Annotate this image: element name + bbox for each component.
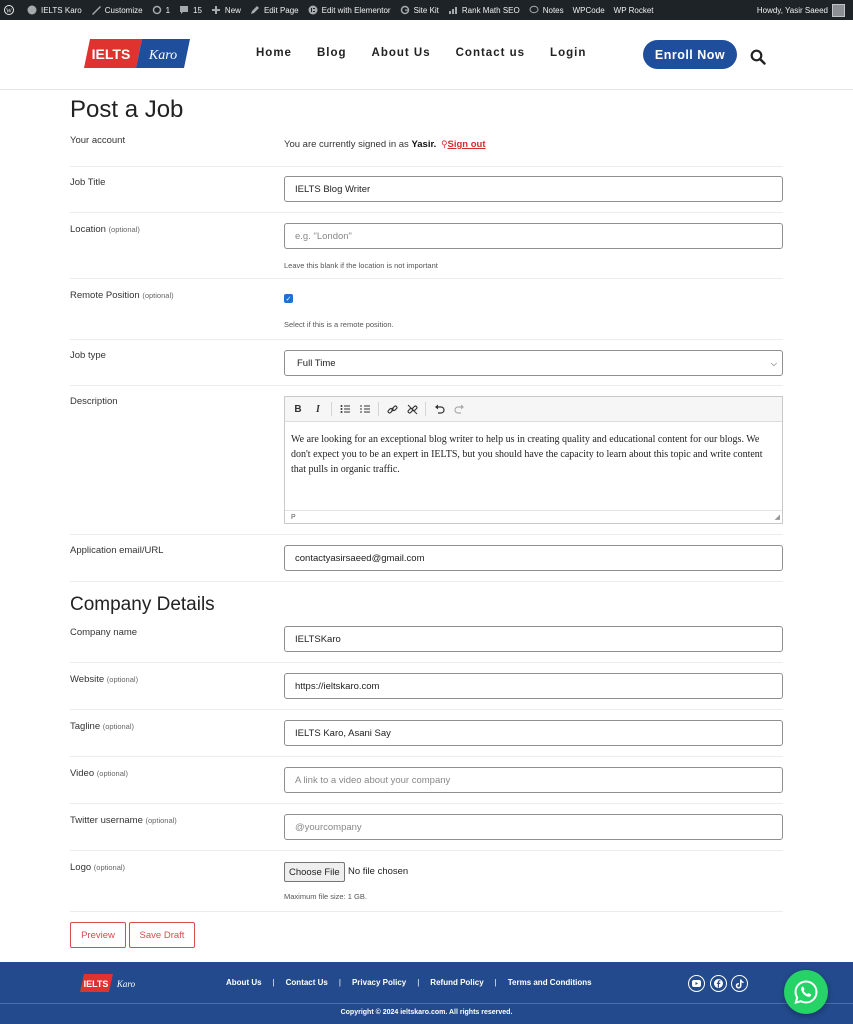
footer-privacy-policy[interactable]: Privacy Policy	[351, 978, 407, 987]
divider	[70, 850, 783, 851]
link-icon[interactable]	[385, 402, 399, 416]
divider	[70, 278, 783, 279]
google-g-icon	[400, 5, 410, 15]
search-icon[interactable]	[750, 49, 766, 65]
nav-contact-us[interactable]: Contact us	[455, 47, 526, 59]
redo-icon[interactable]	[452, 402, 466, 416]
site-footer	[0, 962, 853, 1024]
divider	[70, 911, 783, 912]
chevron-down-icon: ⌵	[770, 359, 777, 368]
admin-elementor-link[interactable]: Edit with Elementor	[308, 5, 391, 15]
divider	[70, 166, 783, 167]
enroll-now-button[interactable]: Enroll Now	[643, 40, 737, 69]
website-label: Website (optional)	[70, 674, 139, 685]
website-input[interactable]: https://ieltskaro.com	[284, 673, 783, 699]
video-input[interactable]: A link to a video about your company	[284, 767, 783, 793]
your-account-label: Your account	[70, 135, 126, 146]
video-label: Video (optional)	[70, 768, 129, 779]
key-icon: ⚲	[440, 139, 448, 149]
sign-out-link[interactable]: Sign out	[447, 139, 486, 150]
bold-icon[interactable]: B	[294, 403, 302, 415]
italic-icon[interactable]: I	[316, 403, 320, 415]
admin-wprocket-link[interactable]: WP Rocket	[613, 5, 654, 15]
application-input[interactable]: contactyasirsaeed@gmail.com	[284, 545, 783, 571]
divider	[70, 212, 783, 213]
editor-statusbar	[285, 510, 782, 523]
twitter-input[interactable]: @yourcompany	[284, 814, 783, 840]
divider	[70, 339, 783, 340]
divider	[70, 662, 783, 663]
company-name-input[interactable]: IELTSKaro	[284, 626, 783, 652]
updates-icon	[152, 5, 162, 15]
admin-updates-link[interactable]: 1	[152, 5, 170, 15]
job-type-select[interactable]: Full Time ⌵	[284, 350, 783, 376]
plus-icon	[211, 5, 221, 15]
job-type-label: Job type	[70, 350, 106, 361]
divider	[70, 803, 783, 804]
admin-account-menu[interactable]: Howdy, Yasir Saeed	[757, 0, 845, 20]
main-nav	[256, 47, 611, 59]
logo-label: Logo (optional)	[70, 862, 126, 873]
divider	[70, 756, 783, 757]
company-name-label: Company name	[70, 627, 138, 638]
svg-text:W: W	[6, 8, 12, 15]
admin-bar	[0, 0, 853, 20]
nav-about-us[interactable]: About Us	[371, 47, 431, 59]
location-label: Location (optional)	[70, 224, 140, 235]
page-title: Post a Job	[70, 96, 184, 123]
numbered-list-icon[interactable]	[358, 402, 372, 416]
description-label: Description	[70, 396, 118, 407]
description-editor	[284, 396, 783, 524]
nav-blog[interactable]: Blog	[316, 47, 347, 59]
whatsapp-icon	[793, 979, 819, 1005]
comment-icon	[179, 5, 189, 15]
speech-bubble-icon	[529, 5, 539, 15]
divider	[70, 385, 783, 386]
admin-notes-link[interactable]: Notes	[529, 5, 564, 15]
footer-refund-policy[interactable]: Refund Policy	[430, 978, 484, 987]
location-input[interactable]: e.g. "London"	[284, 223, 783, 249]
remote-position-checkbox[interactable]: ✓	[285, 295, 292, 303]
bullet-list-icon[interactable]	[338, 402, 352, 416]
tagline-label: Tagline (optional)	[70, 721, 135, 732]
svg-text:Karo: Karo	[116, 979, 136, 989]
preview-button[interactable]: Preview	[70, 922, 126, 948]
footer-links: About Us | Contact Us | Privacy Policy | Refund Policy | Terms and Conditions	[226, 978, 592, 987]
choose-file-button[interactable]: Choose File	[284, 862, 345, 882]
svg-text:IELTS: IELTS	[83, 979, 109, 989]
unlink-icon[interactable]	[405, 402, 419, 416]
avatar	[832, 4, 845, 17]
copyright-text: Copyright © 2024 ieltskaro.com. All rights reserved.	[340, 1009, 513, 1016]
whatsapp-chat-button[interactable]	[784, 970, 828, 1014]
elementor-icon	[308, 5, 318, 15]
nav-home[interactable]: Home	[256, 47, 292, 59]
site-header	[0, 20, 853, 90]
admin-wpcode-link[interactable]: WPCode	[572, 5, 605, 15]
undo-icon[interactable]	[432, 402, 446, 416]
admin-new-link[interactable]: New	[211, 5, 241, 15]
twitter-label: Twitter username (optional)	[70, 815, 177, 826]
remote-position-hint: Select if this is a remote position.	[284, 320, 394, 329]
editor-toolbar	[285, 397, 782, 422]
footer-contact-us[interactable]: Contact Us	[285, 978, 328, 987]
application-label: Application email/URL	[70, 545, 164, 556]
footer-about-us[interactable]: About Us	[226, 978, 262, 987]
youtube-icon[interactable]	[688, 975, 705, 992]
signed-in-text: You are currently signed in as Yasir. ⚲Sign out	[284, 139, 486, 150]
wordpress-menu[interactable]	[4, 5, 18, 15]
location-hint: Leave this blank if the location is not important	[284, 261, 438, 270]
wordpress-icon	[4, 5, 14, 15]
divider	[70, 581, 783, 582]
divider	[70, 534, 783, 535]
description-textarea[interactable]: We are looking for an exceptional blog writer to help us in creating quality and educational content for our blogs. We don't expect you to be an expert in IELTS, but you should have the capacity to learn about this topic and write content that pulls in organic traffic.	[291, 434, 763, 475]
remote-position-label: Remote Position (optional)	[70, 290, 174, 301]
admin-customize-link[interactable]: Customize	[91, 5, 143, 15]
admin-site-link[interactable]: IELTS Karo	[27, 5, 82, 15]
company-details-title: Company Details	[70, 594, 215, 615]
tiktok-icon[interactable]	[731, 975, 748, 992]
save-draft-button[interactable]: Save Draft	[129, 922, 195, 948]
site-logo[interactable]	[84, 39, 190, 68]
max-file-size-hint: Maximum file size: 1 GB.	[284, 892, 367, 901]
svg-text:Karo: Karo	[148, 48, 178, 63]
resize-grip-icon[interactable]: ◢	[774, 514, 780, 521]
footer-divider	[0, 1003, 853, 1004]
admin-rankmath-link[interactable]: Rank Math SEO	[448, 5, 520, 15]
admin-comments-link[interactable]: 15	[179, 5, 202, 15]
pencil-icon	[250, 5, 260, 15]
brush-icon	[91, 5, 101, 15]
facebook-icon[interactable]	[710, 975, 727, 992]
admin-sitekit-link[interactable]: Site Kit	[400, 5, 439, 15]
svg-text:IELTS: IELTS	[91, 46, 131, 62]
admin-edit-page-link[interactable]: Edit Page	[250, 5, 299, 15]
divider	[70, 709, 783, 710]
footer-logo[interactable]	[80, 974, 142, 992]
rankmath-icon	[448, 5, 458, 15]
footer-terms[interactable]: Terms and Conditions	[507, 978, 592, 987]
tagline-input[interactable]: IELTS Karo, Asani Say	[284, 720, 783, 746]
element-path: P	[291, 513, 296, 521]
job-title-input[interactable]: IELTS Blog Writer	[284, 176, 783, 202]
job-title-label: Job Title	[70, 177, 106, 188]
nav-login[interactable]: Login	[550, 47, 587, 59]
file-status: No file chosen	[348, 866, 409, 877]
home-icon	[27, 5, 37, 15]
